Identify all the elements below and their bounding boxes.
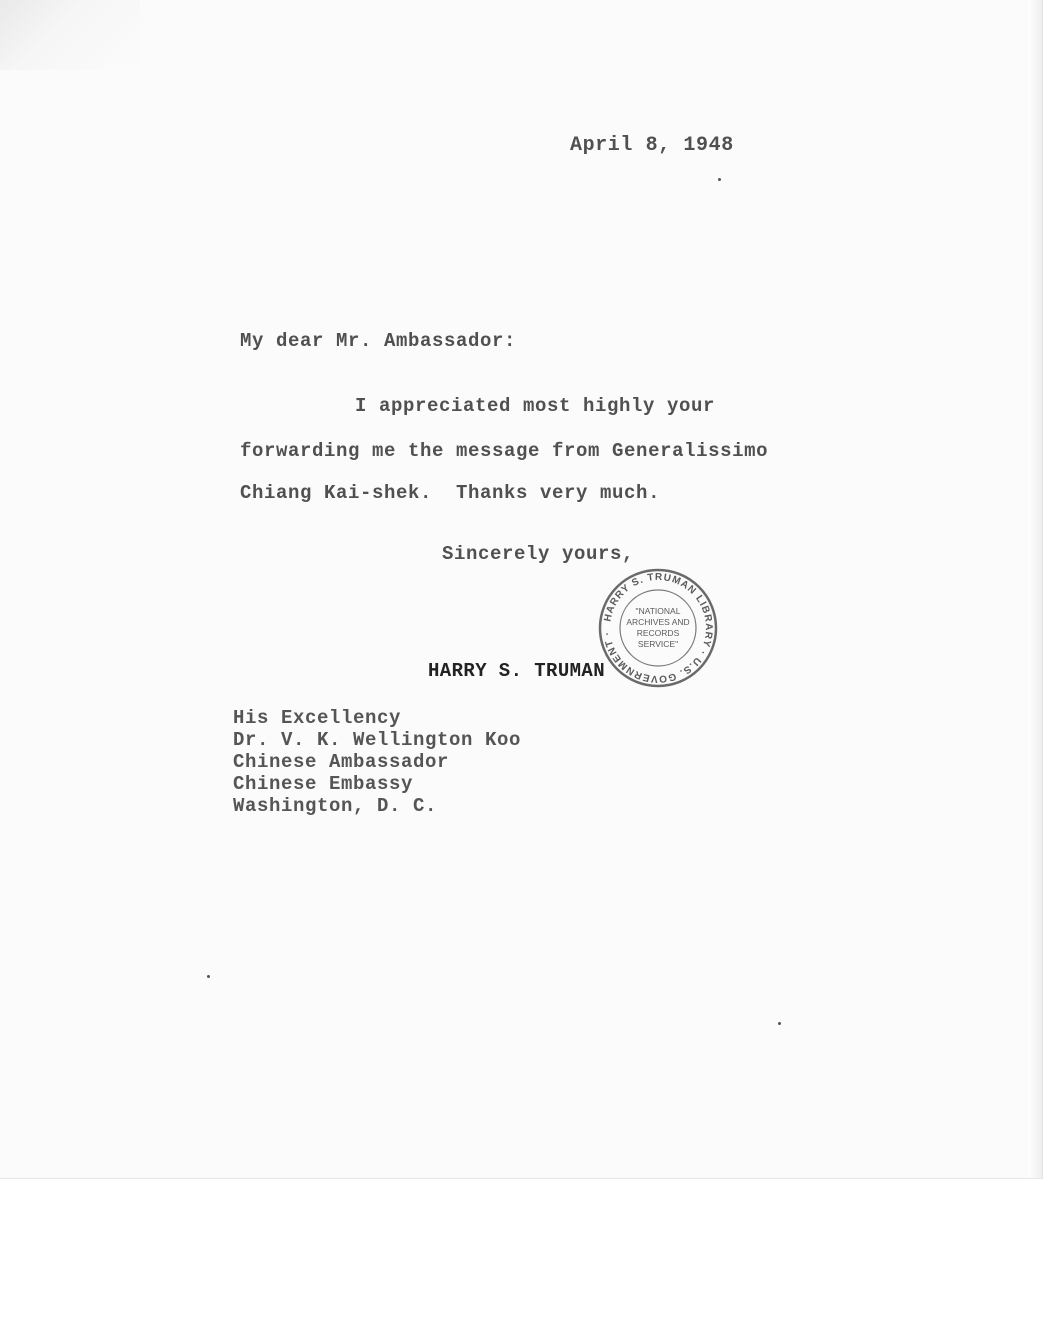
library-stamp-seal xyxy=(596,566,720,690)
letter-date: April 8, 1948 xyxy=(570,134,734,157)
body-line-2: forwarding me the message from Generalissimo xyxy=(240,440,769,462)
stamp-center-line-4: SERVICE" xyxy=(637,639,679,649)
recipient-address xyxy=(233,707,521,817)
paper-speck xyxy=(718,178,721,181)
address-line-1: His Excellency xyxy=(233,707,402,729)
stamp-ring-text: HARRY S. TRUMAN LIBRARY · U.S. GOVERNMENT · xyxy=(602,571,715,685)
body-line-1: I appreciated most highly your xyxy=(355,395,716,417)
complimentary-closing: Sincerely yours, xyxy=(442,543,635,565)
paper-speck xyxy=(207,975,210,978)
address-line-2: Dr. V. K. Wellington Koo xyxy=(233,729,522,751)
address-line-3: Chinese Ambassador xyxy=(233,751,450,773)
body-line-3: Chiang Kai-shek. Thanks very much. xyxy=(240,482,661,504)
paper-edge xyxy=(1028,0,1042,1178)
paper-crease xyxy=(0,0,140,70)
address-line-4: Chinese Embassy xyxy=(233,773,414,795)
address-line-5: Washington, D. C. xyxy=(233,795,438,817)
paper-speck xyxy=(778,1022,781,1025)
stamp-center-line-3: RECORDS xyxy=(636,628,680,638)
stamp-center-line-2: ARCHIVES AND xyxy=(626,617,690,627)
salutation: My dear Mr. Ambassador: xyxy=(240,330,517,352)
stamp-center-line-1: "NATIONAL xyxy=(635,606,681,616)
signature-name: HARRY S. TRUMAN xyxy=(428,660,606,682)
